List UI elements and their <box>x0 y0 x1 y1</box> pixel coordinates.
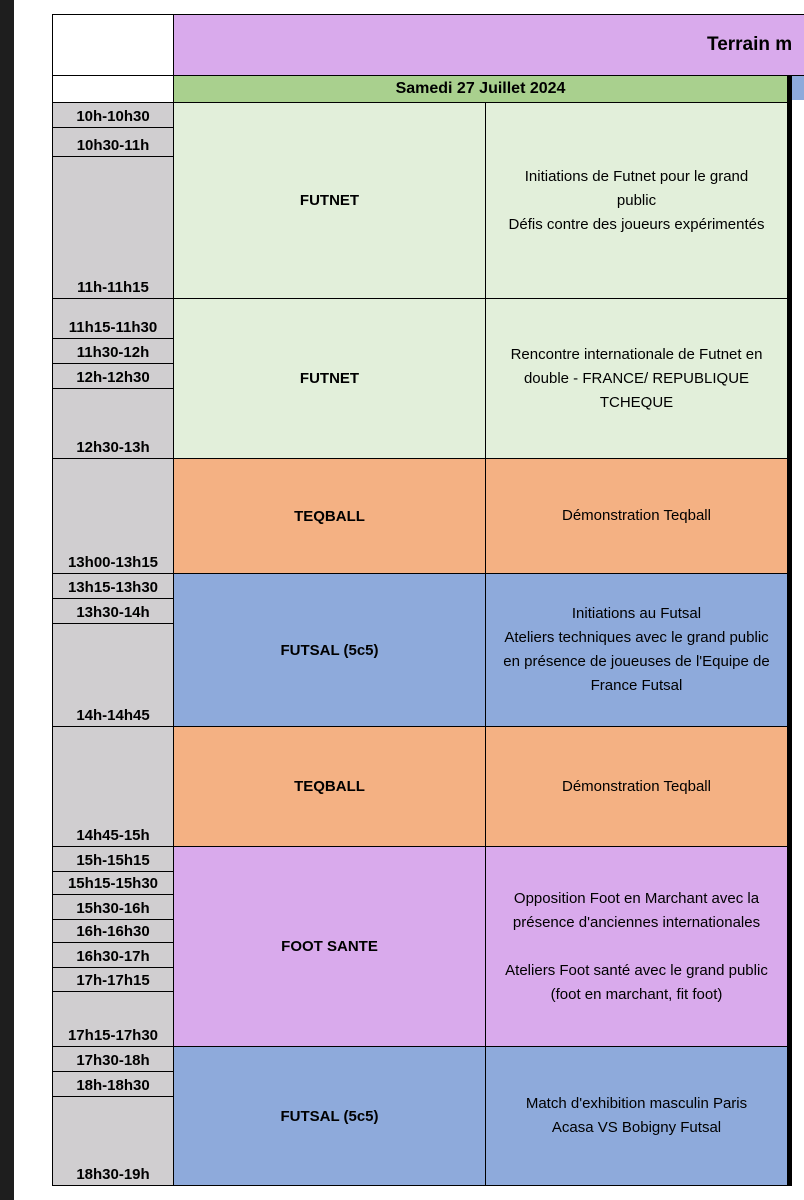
description-line: Ateliers Foot santé avec le grand public <box>505 961 768 979</box>
time-slot: 11h15-11h30 <box>52 298 174 339</box>
activity-cell: FUTSAL (5c5) <box>173 1046 486 1186</box>
description-cell <box>485 102 788 299</box>
description-line: Défis contre des joueurs expérimentés <box>508 215 765 233</box>
description-line: Démonstration Teqball <box>562 507 711 524</box>
description-line: TCHEQUE <box>599 393 674 411</box>
description-line: Acasa VS Bobigny Futsal <box>551 1119 722 1136</box>
activity-cell: FOOT SANTE <box>173 846 486 1047</box>
time-slot: 11h30-12h <box>52 338 174 364</box>
day-header: Samedi 27 Juillet 2024 <box>173 75 788 103</box>
left-dark-bar <box>0 0 14 1200</box>
time-slot: 15h30-16h <box>52 894 174 920</box>
next-day-header-strip <box>792 76 804 100</box>
time-slot: 11h-11h15 <box>52 156 174 299</box>
time-slot: 18h30-19h <box>52 1096 174 1186</box>
activity-cell: FUTSAL (5c5) <box>173 573 486 727</box>
time-slot: 13h15-13h30 <box>52 573 174 599</box>
time-slot: 10h-10h30 <box>52 102 174 128</box>
time-slot: 14h45-15h <box>52 726 174 847</box>
description-cell <box>485 573 788 727</box>
thick-column-divider <box>787 76 792 1186</box>
time-slot: 14h-14h45 <box>52 623 174 727</box>
description-line: Opposition Foot en Marchant avec la <box>513 889 760 907</box>
time-slot: 12h-12h30 <box>52 363 174 389</box>
description-cell <box>485 298 788 459</box>
right-edge <box>792 76 804 1186</box>
description-line: France Futsal <box>590 677 683 694</box>
description-line: présence d'anciennes internationales <box>512 913 761 931</box>
corner-cell <box>52 14 174 76</box>
terrain-title: Terrain m <box>173 14 804 76</box>
schedule-sheet <box>52 14 804 1190</box>
description-cell <box>485 846 788 1047</box>
description-line: Démonstration Teqball <box>562 777 711 795</box>
description-line: Match d'exhibition masculin Paris <box>525 1095 748 1112</box>
description-line: double - FRANCE/ REPUBLIQUE <box>523 369 750 387</box>
time-slot: 16h-16h30 <box>52 919 174 943</box>
description-line: Rencontre internationale de Futnet en <box>510 345 763 363</box>
time-slot: 17h30-18h <box>52 1046 174 1072</box>
time-slot: 16h30-17h <box>52 942 174 968</box>
description-line: (foot en marchant, fit foot) <box>550 985 723 1003</box>
description-line: public <box>616 191 657 209</box>
description-line: Ateliers techniques avec le grand public <box>504 629 769 646</box>
description-line: Initiations au Futsal <box>571 605 702 622</box>
activity-cell: FUTNET <box>173 298 486 459</box>
description-cell <box>485 458 788 574</box>
time-slot: 13h30-14h <box>52 598 174 624</box>
time-slot: 13h00-13h15 <box>52 458 174 574</box>
corner-cell-2 <box>52 75 174 103</box>
description-line: Initiations de Futnet pour le grand <box>524 167 749 185</box>
activity-cell: TEQBALL <box>173 458 486 574</box>
time-slot: 18h-18h30 <box>52 1071 174 1097</box>
time-slot: 17h-17h15 <box>52 967 174 992</box>
activity-cell: FUTNET <box>173 102 486 299</box>
activity-cell: TEQBALL <box>173 726 486 847</box>
time-slot: 10h30-11h <box>52 127 174 157</box>
description-cell <box>485 726 788 847</box>
description-line: en présence de joueuses de l'Equipe de <box>503 653 770 670</box>
time-slot: 15h-15h15 <box>52 846 174 872</box>
time-slot: 12h30-13h <box>52 388 174 459</box>
time-slot: 17h15-17h30 <box>52 991 174 1047</box>
description-cell <box>485 1046 788 1186</box>
time-slot: 15h15-15h30 <box>52 871 174 895</box>
